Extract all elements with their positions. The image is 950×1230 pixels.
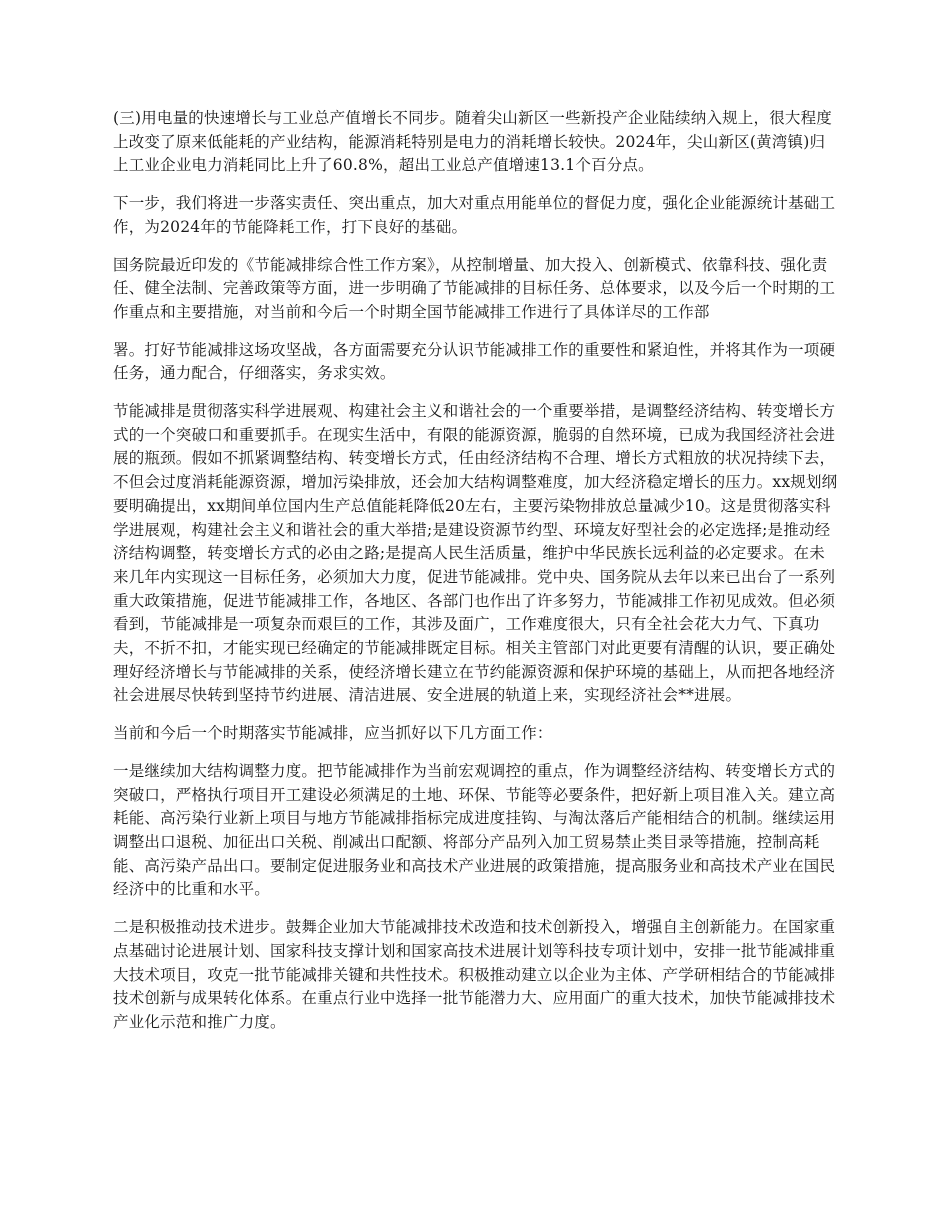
document-body — [113, 107, 839, 1049]
paragraph-structural-adjustment: 一是继续加大结构调整力度。把节能减排作为当前宏观调控的重点，作为调整经济结构、转变增长方式的突破口，严格执行项目开工建设必须满足的土地、环保、节能等必要条件，把好新上项目准入关。建立高耗能、高污染行业新上项目与地方节能减排指标完成进度挂钩、与淘汰落后产能相结合的机制。继续运用调整出口退税、加征出口关税、削减出口配额、将部分产品列入加工贸易禁止类目录等措施，控制高耗能、高污染产品出口。要制定促进服务业和高技术产业进展的政策措施，提高服务业和高技术产业在国民经济中的比重和水平。 — [113, 761, 836, 899]
paragraph-technology-progress: 二是积极推动技术进步。鼓舞企业加大节能减排技术改造和技术创新投入，增强自主创新能力。在国家重点基础讨论进展计划、国家科技支撑计划和国家高技术进展计划等科技专项计划中，安排一批节能减排重大技术项目，攻克一批节能减排关键和共性技术。积极推动建立以企业为主体、产学研相结合的节能减排技术创新与成果转化体系。在重点行业中选择一批节能潜力大、应用面广的重大技术，加快节能减排技术产业化示范和推广力度。 — [113, 918, 836, 1031]
paragraph-next-step: 下一步，我们将进一步落实责任、突出重点，加大对重点用能单位的督促力度，强化企业能源统计基础工作，为2024年的节能降耗工作，打下良好的基础。 — [113, 194, 836, 236]
paragraph-work-focus-intro: 当前和今后一个时期落实节能减排，应当抓好以下几方面工作： — [113, 724, 553, 743]
paragraph-deployment: 署。打好节能减排这场攻坚战，各方面需要充分认识节能减排工作的重要性和紧迫性，并将其作为一项硬任务，通力配合，仔细落实，务求实效。 — [113, 340, 836, 383]
paragraph-energy-saving-importance: 节能减排是贯彻落实科学进展观、构建社会主义和谐社会的一个重要举措，是调整经济结构、转变增长方式的一个突破口和重要抓手。在现实生活中，有限的能源资源，脆弱的自然环境，已成为我国经济社会进展的瓶颈。假如不抓紧调整结构、转变增长方式，任由经济结构不合理、增长方式粗放的状况持续下去，不但会过度消耗能源资源，增加污染排放，还会加大结构调整难度，加大经济稳定增长的压力。xx规划纲要明确提出，xx期间单位国内生产总值能耗降低20左右，主要污染物排放总量减少10。这是贯彻落实科学进展观，构建社会主义和谐社会的重大举措;是建设资源节约型、环境友好型社会的必定选择;是推动经济结构调整，转变增长方式的必由之路;是提高人民生活质量，维护中华民族长远利益的必定要求。在未来几年内实现这一目标任务，必须加大力度，促进节能减排。党中央、国务院从去年以来已出台了一系列重大政策措施，促进节能减排工作，各地区、各部门也作出了许多努力，节能减排工作初见成效。但必须看到，节能减排是一项复杂而艰巨的工作，其涉及面广，工作难度很大，只有全社会花大力气、下真功夫，不折不扣，才能实现已经确定的节能减排既定目标。相关主管部门对此更要有清醒的认识，要正确处理好经济增长与节能减排的关系，使经济增长建立在节约能源资源和保护环境的基础上，从而把各地经济社会进展尽快转到坚持节约进展、清洁进展、安全进展的轨道上来，实现经济社会**进展。 — [113, 402, 838, 705]
paragraph-power-consumption: (三)用电量的快速增长与工业总产值增长不同步。随着尖山新区一些新投产企业陆续纳入规上，很大程度上改变了原来低能耗的产业结构，能源消耗特别是电力的消耗增长较快。2024年，尖山新区(黄湾镇)归上工业企业电力消耗同比上升了60.8%，超出工业总产值增速13.1个百分点。 — [113, 109, 832, 175]
paragraph-state-council-plan: 国务院最近印发的《节能减排综合性工作方案》，从控制增量、加大投入、创新模式、依靠科技、强化责任、健全法制、完善政策等方面，进一步明确了节能减排的目标任务、总体要求，以及今后一个时期的工作重点和主要措施，对当前和今后一个时期全国节能减排工作进行了具体详尽的工作部 — [113, 255, 836, 321]
